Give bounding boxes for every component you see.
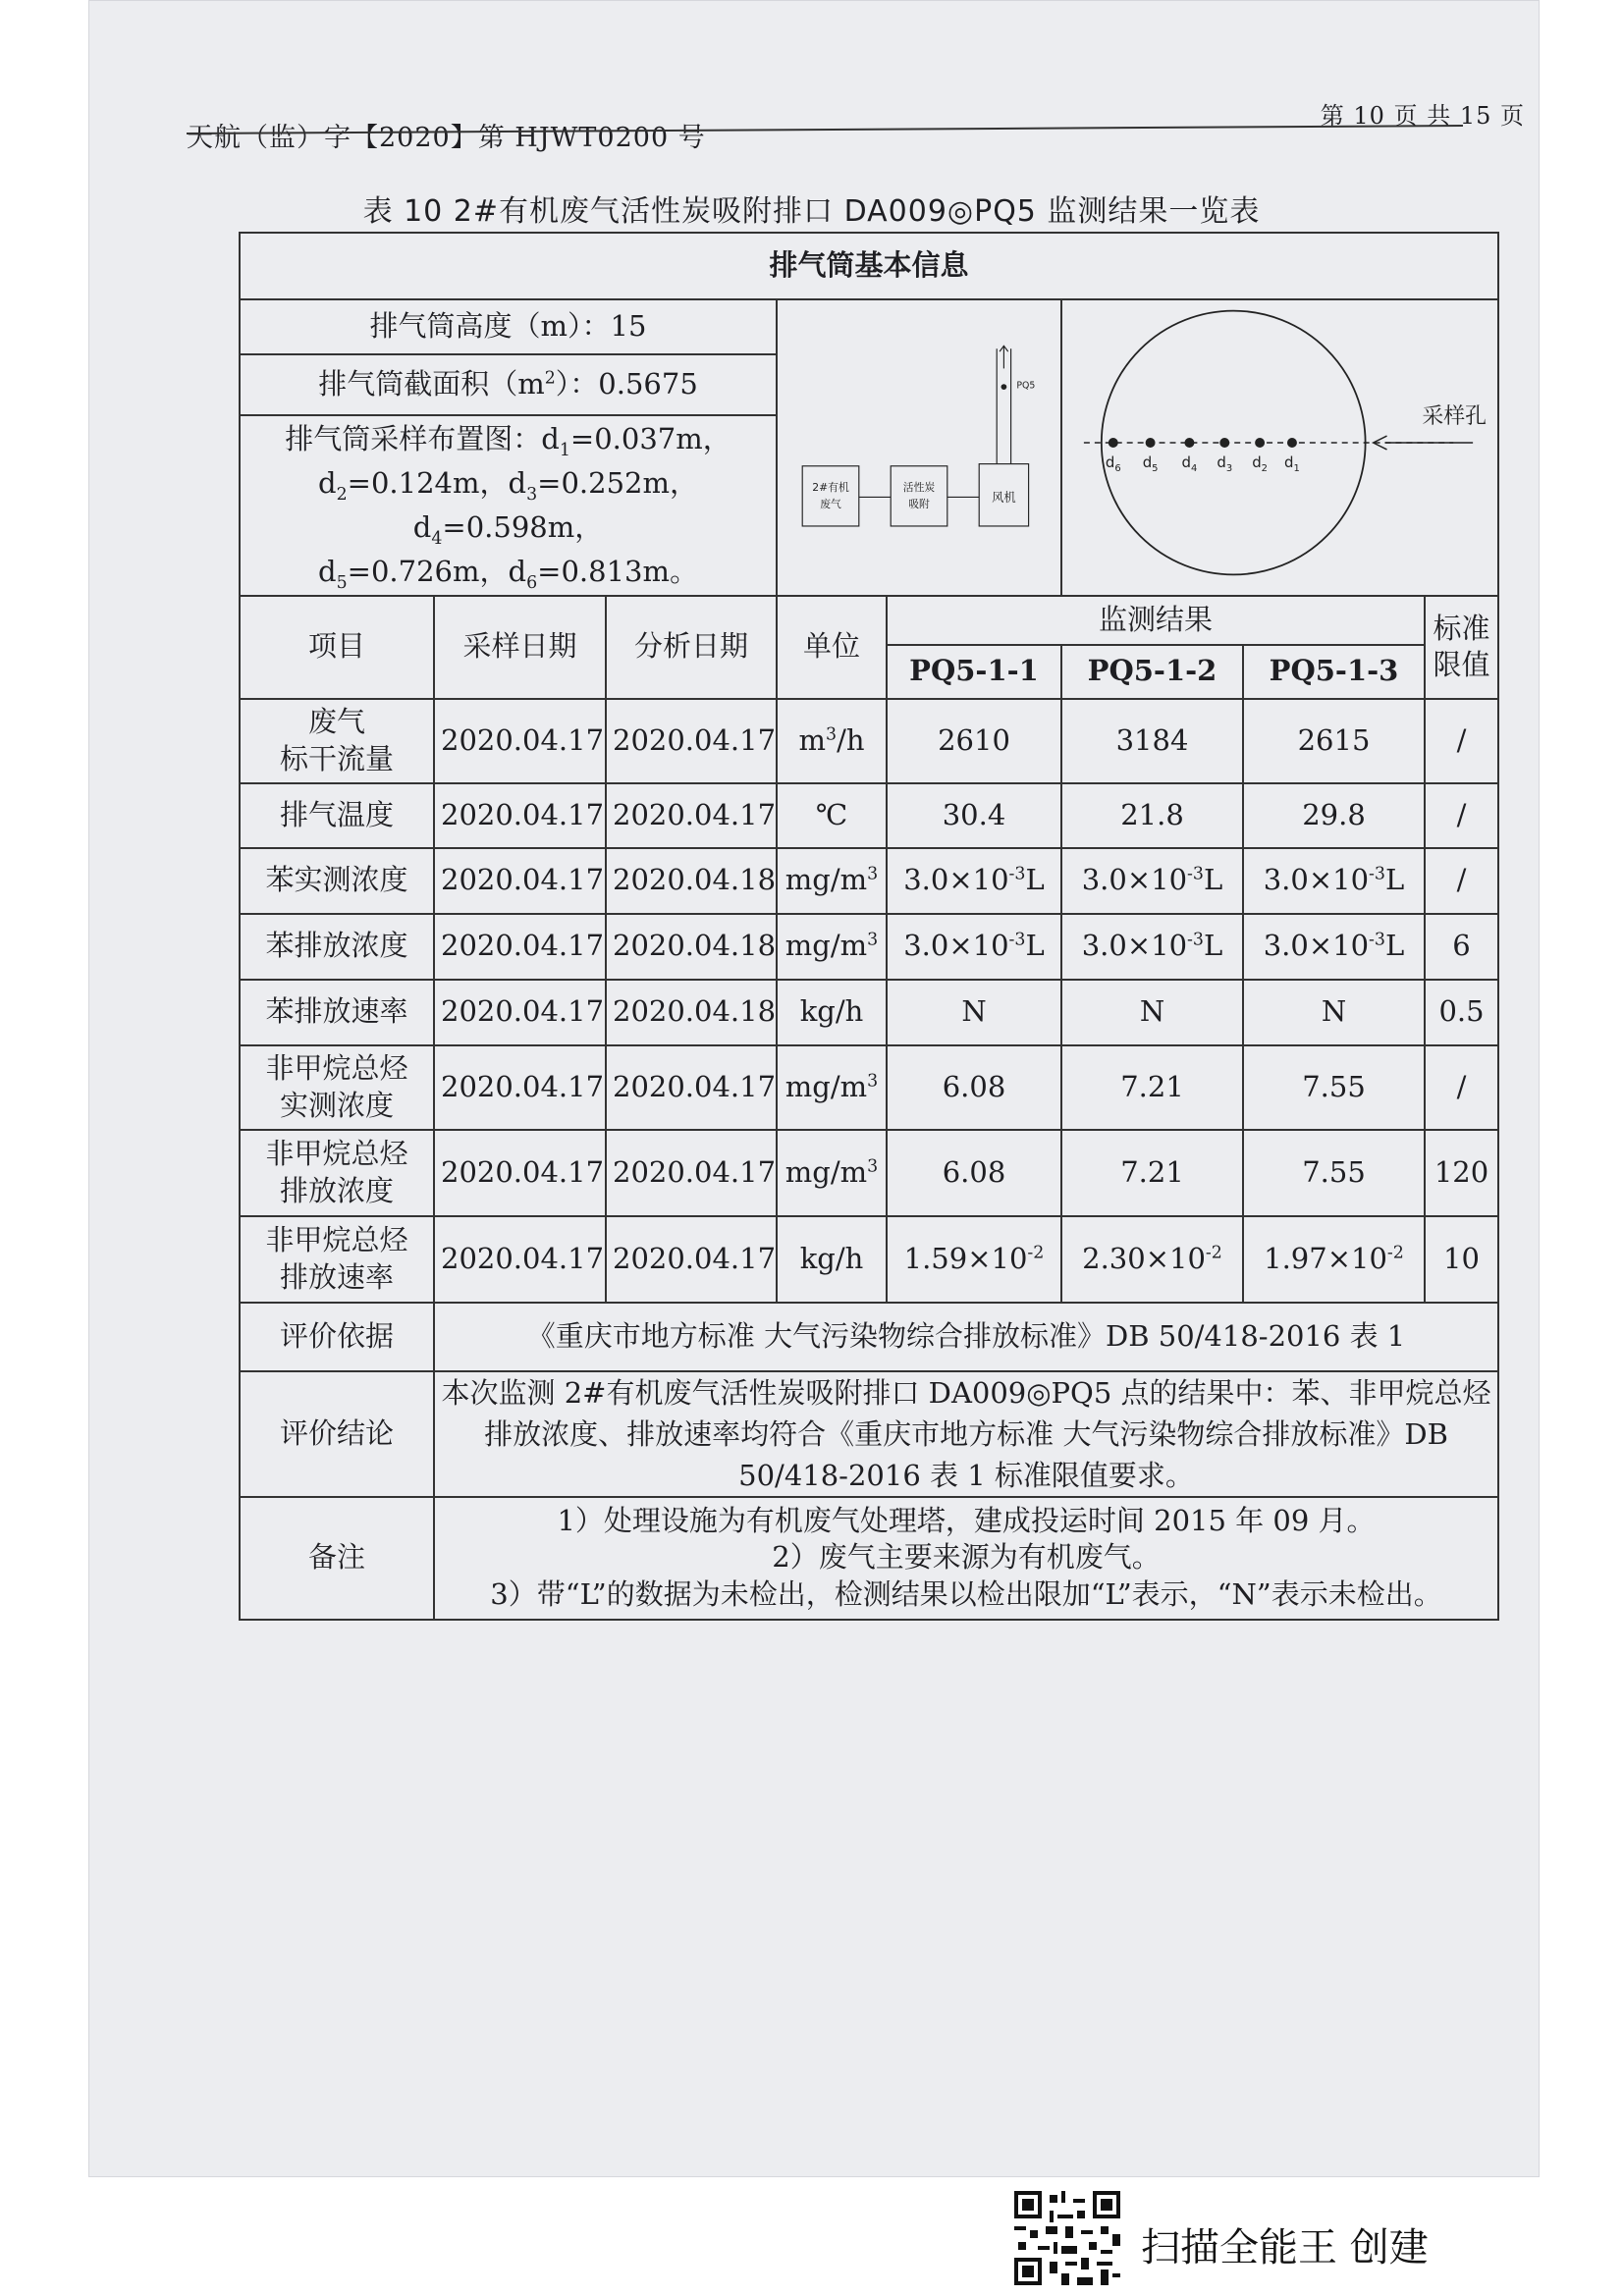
sampling-point-d4 bbox=[1184, 438, 1194, 448]
evaluation-basis-text: 《重庆市地方标准 大气污染物综合排放标准》DB 50/418-2016 表 1 bbox=[434, 1303, 1498, 1371]
point-label-d2: $d_2$ bbox=[1252, 453, 1269, 474]
sampling-layout: 排气筒采样布置图：$d_1=0.037m$， $d_2=0.124m$，$d_3=0.252m$，$d_4=0.598m$， $d_5=0.726m$，$d_6=0.813m$。 bbox=[240, 415, 777, 596]
table-row: 非甲烷总烃 排放速率 2020.04.17 2020.04.17 kg/h $1.59\times 10^{-2}$ $2.30\times 10^{-2}$ $1.97\times 10^{-2}$ 10 bbox=[240, 1216, 1498, 1303]
remarks-list bbox=[434, 1497, 1498, 1620]
col-analysis-date: 分析日期 bbox=[606, 596, 777, 699]
flow-diagram bbox=[778, 300, 1060, 585]
point-label-d3: $d_3$ bbox=[1217, 453, 1233, 474]
table-row: 废气 标干流量 2020.04.17 2020.04.17 $m^3/h$ 2610 3184 2615 / bbox=[240, 699, 1498, 783]
table-row: 苯实测浓度 2020.04.17 2020.04.18 $mg/m^3$ $3.0\times 10^{-3}L$ $3.0\times 10^{-3}L$ $3.0\times 10^{-3}L$ / bbox=[240, 848, 1498, 914]
monitoring-results-table bbox=[239, 232, 1499, 1621]
remarks-label: 备注 bbox=[240, 1497, 434, 1620]
scanner-watermark: 扫描全能王 创建 bbox=[1141, 2225, 1429, 2270]
evaluation-conclusion-text: 本次监测 2#有机废气活性炭吸附排口 DA009◎PQ5 点的结果中：苯、非甲烷总烃排放浓度、排放速率均符合《重庆市地方标准 大气污染物综合排放标准》DB 50/418-2016 表 1 标准限值要求。 bbox=[434, 1371, 1498, 1497]
fan-label: 风机 bbox=[992, 490, 1016, 505]
outlet-label: PQ5 bbox=[1016, 380, 1036, 392]
sampling-point-d5 bbox=[1146, 438, 1156, 448]
evaluation-conclusion-label: 评价结论 bbox=[240, 1371, 434, 1497]
evaluation-basis-label: 评价依据 bbox=[240, 1303, 434, 1371]
basic-info-title: 排气筒基本信息 bbox=[240, 233, 1498, 299]
col-s2: PQ5-1-2 bbox=[1061, 645, 1243, 699]
source-label: 2#有机 bbox=[812, 480, 849, 494]
table-row: 排气温度 2020.04.17 2020.04.17 ℃ 30.4 21.8 29.8 / bbox=[240, 783, 1498, 848]
sampling-point-d3 bbox=[1219, 438, 1229, 448]
table-row: 非甲烷总烃 排放浓度 2020.04.17 2020.04.17 $mg/m^3$ 6.08 7.21 7.55 120 bbox=[240, 1130, 1498, 1216]
section-diagram-cell bbox=[1061, 299, 1498, 596]
table-row: 非甲烷总烃 实测浓度 2020.04.17 2020.04.17 $mg/m^3$ 6.08 7.21 7.55 / bbox=[240, 1045, 1498, 1130]
remark-item: 2）废气主要来源为有机废气。 bbox=[772, 1540, 1161, 1575]
remark-item: 1）处理设施为有机废气处理塔，建成投运时间 2015 年 09 月。 bbox=[557, 1503, 1376, 1537]
col-limit: 标准 限值 bbox=[1425, 596, 1498, 699]
sampling-port-label: 采样孔 bbox=[1422, 404, 1488, 430]
document-number: 天航（监）字【2020】第 HJWT0200 号 bbox=[187, 123, 706, 153]
adsorber-label: 活性炭 bbox=[902, 480, 936, 494]
point-label-d1: $d_1$ bbox=[1284, 453, 1300, 474]
point-label-d4: $d_4$ bbox=[1181, 453, 1198, 474]
page-info: 第 10 页 共 15 页 bbox=[1320, 102, 1525, 130]
stack-area: 排气筒截面积$(m^2)$：0.5675 bbox=[240, 354, 777, 416]
table-row: 苯排放速率 2020.04.17 2020.04.18 kg/h N N N 0.5 bbox=[240, 980, 1498, 1045]
sampling-point-d6 bbox=[1109, 438, 1118, 448]
col-s1: PQ5-1-1 bbox=[887, 645, 1061, 699]
stack-section-diagram bbox=[1062, 300, 1497, 585]
remark-item: 3）带“L”的数据为未检出，检测结果以检出限加“L”表示，“N”表示未检出。 bbox=[490, 1577, 1442, 1612]
source-label-2: 废气 bbox=[820, 498, 841, 511]
col-sample-date: 采样日期 bbox=[434, 596, 606, 699]
stack-height: 排气筒高度（m）：15 bbox=[240, 299, 777, 354]
adsorber-label-2: 吸附 bbox=[908, 498, 930, 511]
table-row: 苯排放浓度 2020.04.17 2020.04.18 $mg/m^3$ $3.0\times 10^{-3}L$ $3.0\times 10^{-3}L$ $3.0\times 10^{-3}L$ 6 bbox=[240, 914, 1498, 980]
sampling-point-marker bbox=[1001, 384, 1007, 390]
table-caption: 表 10 2#有机废气活性炭吸附排口 DA009◎PQ5 监测结果一览表 bbox=[362, 194, 1261, 229]
sampling-point-d2 bbox=[1255, 438, 1265, 448]
flow-diagram-cell bbox=[777, 299, 1061, 596]
col-s3: PQ5-1-3 bbox=[1243, 645, 1425, 699]
point-label-d5: $d_5$ bbox=[1142, 453, 1159, 474]
col-unit: 单位 bbox=[777, 596, 887, 699]
qr-code-icon bbox=[1014, 2191, 1120, 2285]
col-results: 监测结果 bbox=[887, 596, 1425, 645]
col-item: 项目 bbox=[240, 596, 434, 699]
sampling-point-d1 bbox=[1287, 438, 1297, 448]
point-label-d6: $d_6$ bbox=[1105, 453, 1121, 474]
